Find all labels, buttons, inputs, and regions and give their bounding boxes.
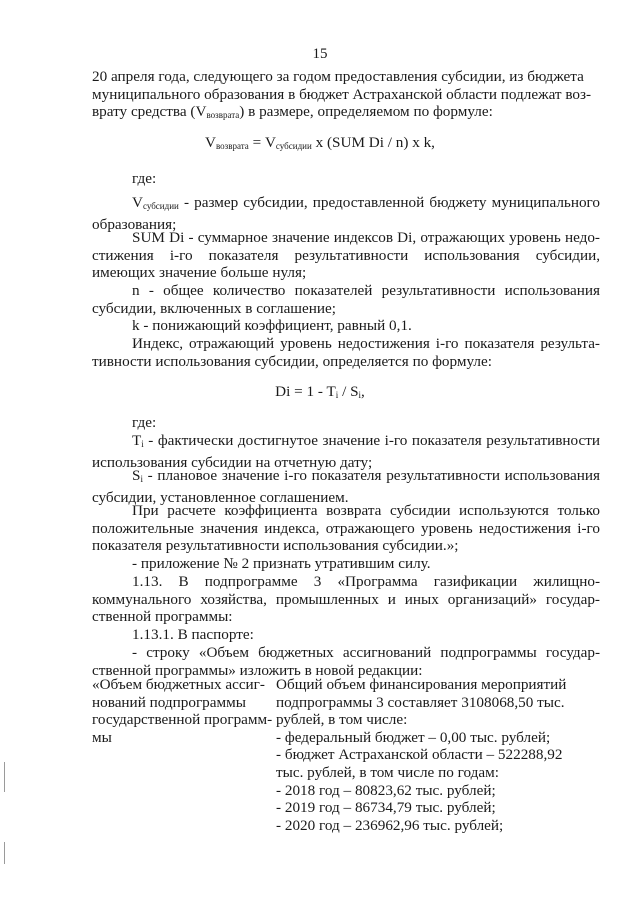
intro-paragraph: 20 апреля года, следующего за годом предоставления субсидии, из бюджета муниципального образования в бюджет Астраханской области подлежат воз- врату средства $(V_{возврата})$ в размере, определяемом по формуле:	[92, 68, 592, 121]
definition-k: k - понижающий коэффициент, равный 0,1.	[132, 317, 412, 334]
definition-ti: $T_i$ - фактически достигнутое значение i-го показателя результативности использования субсидии на отчетную дату;	[92, 432, 600, 471]
definition-n: n - общее количество показателей результативности использования субсидии, включенных в соглашение;	[92, 282, 600, 317]
definition-sum-di: SUM Di - суммарное значение индексов Di, отражающих уровень недо-стижения i-го показателя результативности использования субсидии, имеющих значение больше нуля;	[92, 229, 600, 282]
appendix-clause: - приложение № 2 признать утратившим силу.	[132, 555, 431, 572]
where-label-1: где:	[132, 170, 157, 187]
scan-margin-mark	[4, 762, 5, 792]
scan-margin-mark	[4, 842, 5, 864]
calculation-note: При расчете коэффициента возврата субсидии используются только положительные значения индекса, отражающего уровень недостижения i-го показателя результативности использования субсидии.»;	[92, 502, 600, 555]
page-number: 15	[312, 46, 328, 62]
definition-v-subsidy: $V_{субсидии}$ - размер субсидии, предоставленной бюджету муниципального образования;	[92, 194, 600, 233]
funding-table-value-cell: Общий объем финансирования мероприятий подпрограммы 3 составляет 3108068,50 тыс. рублей, в том числе: - федеральный бюджет – 0,00 тыс. рублей; - бюджет Астраханской области – 522288,92 тыс. рублей, в том числе по годам: - 2018 год – 80823,62 тыс. рублей; - 2019 год – 86734,79 тыс. рублей; - 2020 год – 236962,96 тыс. рублей;	[276, 676, 567, 834]
formula-refund: $V_{возврата} = V_{субсидии}$ x (SUM Di / n) x k,	[205, 134, 435, 151]
where-label-2: где:	[132, 414, 157, 431]
clause-1-13: 1.13. В подпрограмме 3 «Программа газификации жилищно-коммунального хозяйства, промышленных и иных организаций» государ-ственной программы:	[92, 573, 600, 626]
definition-si: $S_i$ - плановое значение i-го показателя результативности использования субсидии, установленное соглашением.	[92, 467, 600, 506]
formula-di: $Di = 1 - T_i / S_i$,	[275, 383, 365, 400]
clause-1-13-1: 1.13.1. В паспорте:	[132, 626, 254, 643]
line-replacement-note: - строку «Объем бюджетных ассигнований подпрограммы государ-ственной программы» изложить в новой редакции:	[92, 644, 600, 679]
index-intro: Индекс, отражающий уровень недостижения i-го показателя результа-тивности использования субсидии, определяется по формуле:	[92, 335, 600, 370]
funding-table-label-cell: «Объем бюджетных ассиг- нований подпрограммы государственной программ- мы	[92, 676, 273, 746]
